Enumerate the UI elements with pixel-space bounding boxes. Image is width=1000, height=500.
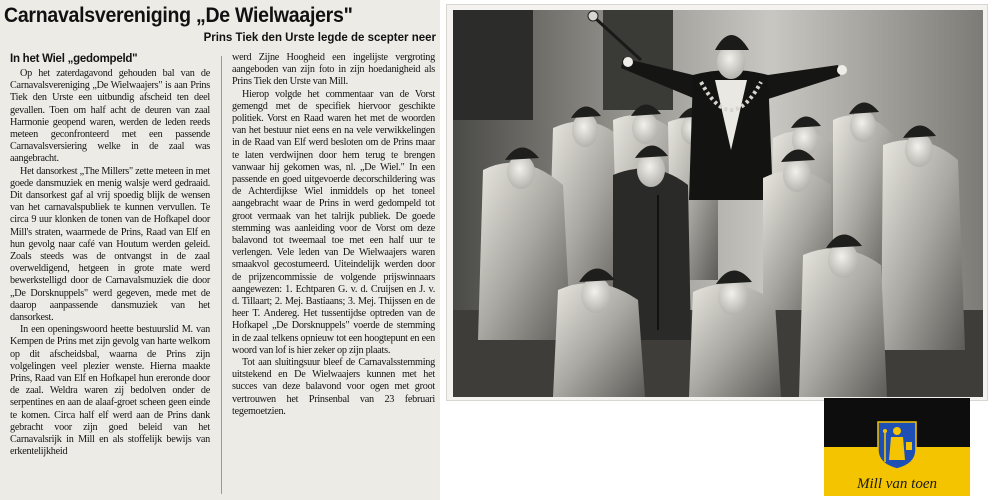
article-subheadline: Prins Tiek den Urste legde de scepter neer <box>203 32 436 44</box>
paragraph: Op het zaterdagavond gehouden bal van de Carnavalsvereniging „De Wielwaajers" is aan Prins Tiek den Urste een uitbundig afscheid ten deel gevallen. Toen om half acht de deuren van zaal Harmonie geopend waren, werden de leden reeds meteen geconfronteerd met een passende Carnavalsversiering welke in de zaal was aangebracht. <box>10 68 210 165</box>
newspaper-clipping <box>0 0 440 500</box>
paragraph: Hierop volgde het commentaar van de Vorst gemengd met de specifiek hiervoor geschikte politiek. Vorst en Raad waren het met de woorden van het bestuur niet eens en na vele verwikkelingen in de Raad van Elf werd besloten om de Prins maar te laten verdwijnen door hem terug te brengen vanwaar hij gekomen was, nl. „De Wiel." In een passende en goed uitgevoerde decorschildering was de Achterdijkse Wiel inmiddels op het toneel aangebracht waar de Prins in werd gedompeld tot groot vermaak van het talrijk publiek. De goede stemming was aanleiding voor de Vorst om deze balavond tot tweemaal toe met een half uur te verlengen. Vele leden van De Wielwaajers waren smaakvol gecostumeerd. Uiteindelijk werden door de prijzencommissie de volgende prijswinnaars aangewezen: 1. Echtparen G. v. d. Cruijsen en J. v. d. Tillaart; 2. Mej. Bastiaans; 3. Mej. Thijssen en de heer T. Andereg. Het tussentijdse optreden van de Hofkapel „De Dorsknuppels" voerde de stemming in de zaal telkens opnieuw tot een hoogtepunt en een woord van lof is hier zeker op zijn plaats. <box>232 88 435 356</box>
article-column-1 <box>10 52 210 459</box>
paragraph: In een openingswoord heette bestuurslid M. van Kempen de Prins met zijn gevolg van harte welkom op dit afscheidsbal, waarna de Prins zijn volgelingen veel plezier wenste. Hierna maakte Prins, Raad van Elf en Hofkapel hun ereronde door de zaal. Weldra waren zij bedolven onder de serpentines en aan de alaaf-groet scheen geen einde te komen. Circa half elf werd aan de Prins dank gebracht voor zijn goed beleid van het Carnavalsrijk in Mill en als stoffelijk bewijs van erkentelijkheid <box>10 324 210 458</box>
coat-of-arms-icon <box>875 420 919 470</box>
paragraph: Tot aan sluitingsuur bleef de Carnavalsstemming uitstekend en De Wielwaajers kunnen met het succes van deze balavond voor ogen met groot vertrouwen het Prinsenbal van 23 februari tegemoetzien. <box>232 357 435 417</box>
column-divider <box>221 56 222 494</box>
paragraph: Het dansorkest „The Millers" zette meteen in met goede dansmuziek en menig walsje werd gedraaid. Dit dansorkest gaf al vrij spoedig blijk de wensen van het carnavalspubliek te kunnen vervullen. Te circa 9 uur klonken de tonen van de Hofkapel door Mill's straten, waarmede de Prins, Raad van Elf en hun gevolg naar café van Houtum werden geleid. Zoals steeds was de ontvangst in de zaal overweldigend, hetgeen in grote mate werd bewerkstelligd door de Carnavalsmuziek die door „De Dorsknuppels" werd gegeven, mede met de daarop aanpassende dansmuziek van het dansorkest. <box>10 165 210 324</box>
article-headline: Carnavalsvereniging „De Wielwaajers" <box>4 4 353 27</box>
paragraph: werd Zijne Hoogheid een ingelijste vergroting aangeboden van zijn foto in zijn hoedanigheid als Prins Tiek den Urste van Mill. <box>232 52 435 88</box>
mill-van-toen-flag <box>824 398 970 496</box>
person <box>881 125 965 350</box>
article-column-2 <box>232 52 435 418</box>
section-heading: In het Wiel „gedompeld" <box>10 53 138 65</box>
flag-caption: Mill van toen <box>857 476 937 492</box>
window-dark <box>603 10 673 110</box>
carnival-group-photo <box>453 10 983 397</box>
group-photo-frame <box>446 4 988 401</box>
window-dark <box>453 10 533 120</box>
